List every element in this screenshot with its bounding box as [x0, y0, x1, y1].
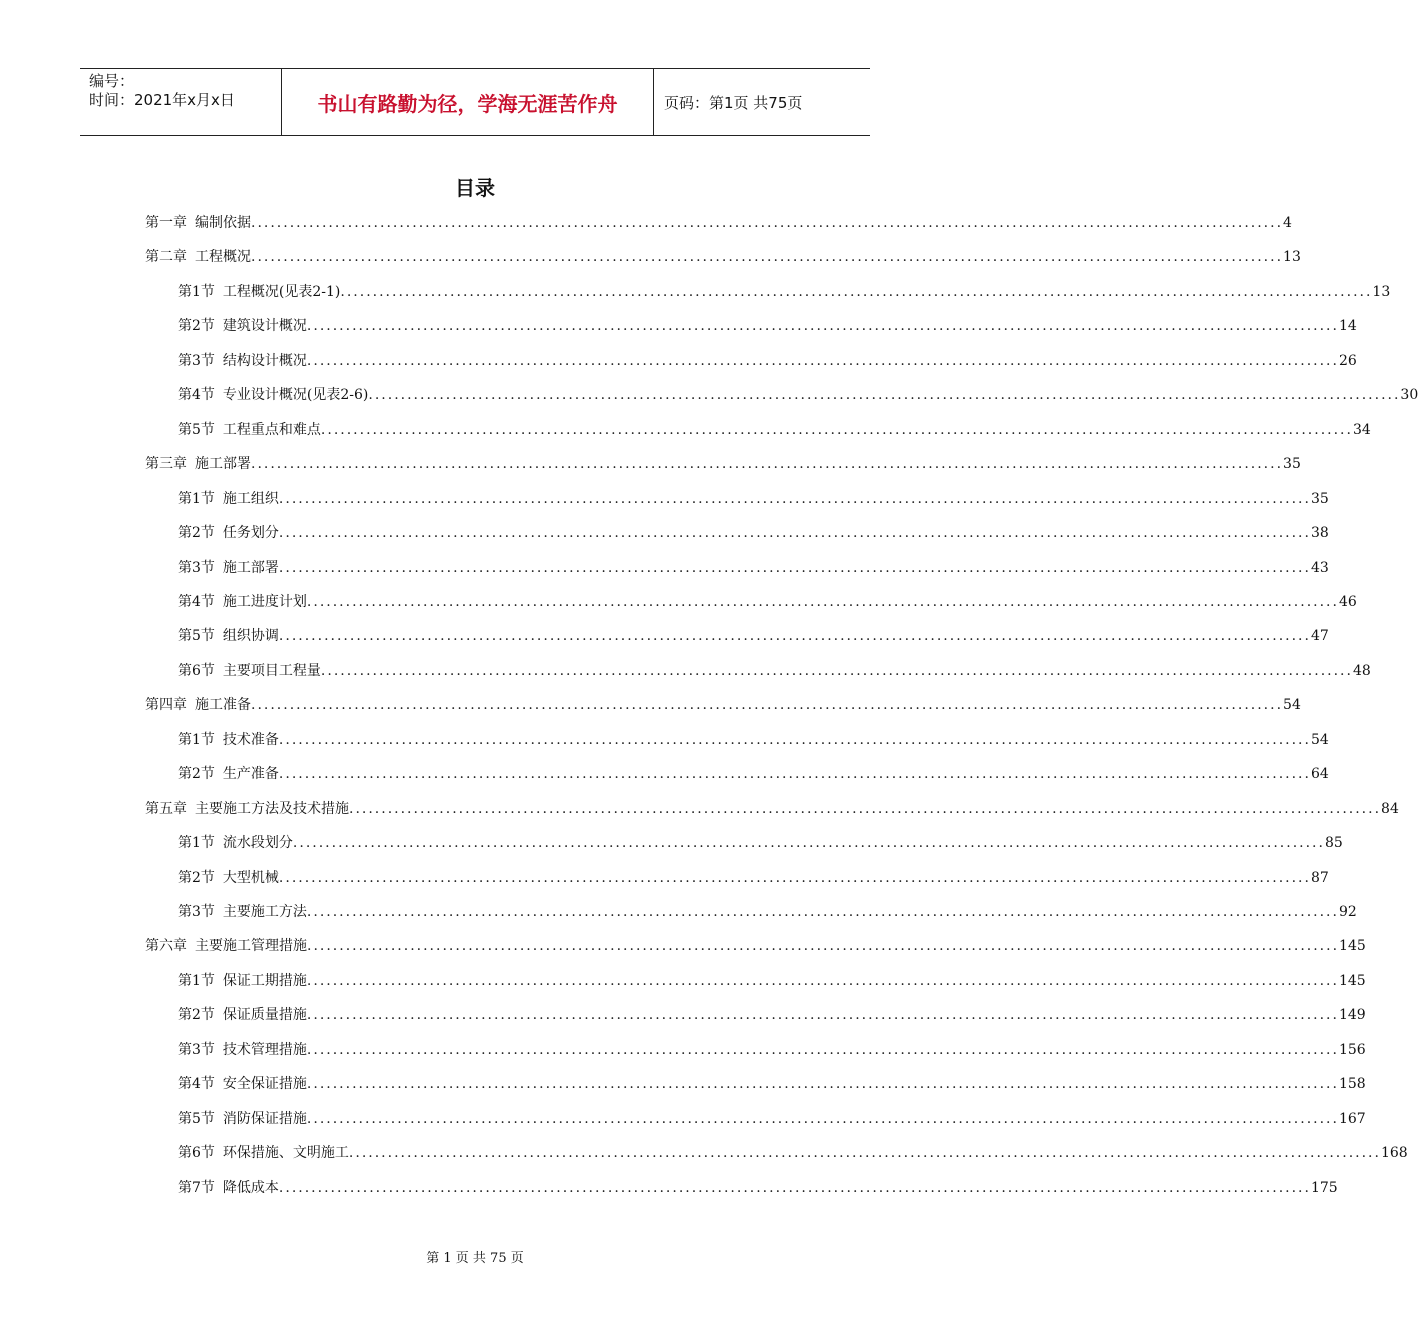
toc-entry[interactable] — [178, 832, 1343, 856]
toc-entry-label — [145, 453, 251, 473]
toc-entry-page: 13 — [1283, 249, 1301, 266]
toc-entry-number: 第三章 — [145, 456, 187, 473]
toc-entry-title: 结构设计概况 — [222, 352, 307, 369]
toc-dot-leader: ................................................................................................................................................................ — [278, 869, 1311, 886]
toc-entry[interactable] — [178, 1142, 1408, 1166]
toc-entry[interactable] — [145, 212, 1292, 236]
toc-entry-label — [145, 246, 251, 266]
toc-entry-page: 30 — [1400, 387, 1418, 404]
toc-entry-number: 第1节 — [178, 731, 215, 748]
toc-entry-title: 保证工期措施 — [222, 972, 307, 989]
toc-entry-number: 第1节 — [178, 972, 215, 989]
toc-dot-leader: ................................................................................................................................................................ — [278, 1179, 1311, 1196]
toc-entry-label — [145, 798, 349, 818]
toc-dot-leader: ................................................................................................................................................................ — [251, 215, 1284, 231]
toc-entry[interactable] — [178, 557, 1329, 581]
toc-entry-label — [145, 212, 251, 232]
toc-entry-label — [178, 522, 279, 542]
toc-entry-page: 64 — [1310, 766, 1329, 783]
page-header — [80, 68, 870, 136]
document-number-label: 编号： — [89, 72, 135, 90]
toc-entry-number: 第四章 — [145, 697, 187, 714]
toc-entry-number: 第3节 — [178, 352, 215, 369]
toc-entry[interactable] — [178, 901, 1357, 925]
toc-entry[interactable] — [178, 1039, 1366, 1063]
toc-dot-leader: ................................................................................................................................................................ — [278, 628, 1311, 645]
toc-entry-page: 85 — [1324, 835, 1343, 852]
toc-entry-number: 第3节 — [178, 1041, 215, 1058]
toc-entry-label — [145, 935, 307, 955]
toc-entry-label — [178, 315, 307, 335]
toc-entry-label — [178, 557, 279, 577]
toc-entry[interactable] — [178, 763, 1329, 787]
toc-entry-label — [178, 488, 279, 508]
toc-dot-leader: ................................................................................................................................................................ — [251, 697, 1284, 714]
toc-entry[interactable] — [178, 970, 1366, 994]
toc-entry-page: 175 — [1310, 1179, 1338, 1196]
toc-entry-title: 施工进度计划 — [222, 593, 307, 610]
toc-dot-leader: ................................................................................................................................................................ — [306, 1110, 1339, 1127]
toc-entry-label — [178, 591, 307, 611]
toc-entry-page: 47 — [1310, 628, 1329, 645]
toc-dot-leader: ................................................................................................................................................................ — [278, 766, 1311, 783]
toc-dot-leader: ................................................................................................................................................................ — [251, 456, 1284, 473]
toc-entry-title: 专业设计概况(见表2-6) — [222, 387, 369, 404]
toc-entry-page: 145 — [1338, 972, 1366, 989]
toc-entry-number: 第7节 — [178, 1179, 215, 1196]
toc-entry-number: 第1节 — [178, 835, 215, 852]
toc-dot-leader: ................................................................................................................................................................ — [306, 318, 1339, 335]
toc-entry-page: 54 — [1310, 731, 1329, 748]
toc-entry[interactable] — [178, 1177, 1338, 1201]
toc-entry-title: 工程概况(见表2-1) — [222, 283, 341, 300]
toc-entry-number: 第3节 — [178, 559, 215, 576]
toc-dot-leader: ................................................................................................................................................................ — [348, 1145, 1381, 1162]
toc-entry[interactable] — [145, 935, 1366, 959]
toc-entry-label — [178, 1177, 279, 1197]
toc-entry-title: 编制依据 — [195, 215, 251, 231]
toc-entry[interactable] — [178, 1073, 1366, 1097]
toc-entry-page: 167 — [1338, 1110, 1366, 1127]
toc-entry-label — [178, 1004, 307, 1024]
toc-entry[interactable] — [178, 625, 1329, 649]
toc-entry-page: 34 — [1352, 421, 1371, 438]
toc-entry-page: 48 — [1352, 662, 1371, 679]
toc-dot-leader: ................................................................................................................................................................ — [349, 800, 1382, 817]
toc-entry-label — [178, 281, 340, 301]
toc-entry-number: 第3节 — [178, 904, 215, 920]
toc-entry-title: 技术准备 — [222, 731, 279, 748]
toc-entry-label — [178, 729, 279, 749]
toc-entry-title: 保证质量措施 — [222, 1007, 307, 1024]
toc-entry-title: 大型机械 — [222, 869, 279, 886]
document-time-label: 时间：2021年x月x日 — [89, 91, 235, 109]
toc-entry-number: 第一章 — [145, 215, 187, 231]
toc-dot-leader: ................................................................................................................................................................ — [306, 904, 1339, 920]
toc-entry-number: 第二章 — [145, 249, 187, 266]
toc-entry-page: 84 — [1381, 800, 1399, 817]
toc-entry[interactable] — [178, 867, 1329, 891]
toc-entry-page: 145 — [1339, 938, 1366, 955]
toc-entry-label — [178, 1142, 349, 1162]
toc-entry-title: 流水段划分 — [222, 835, 293, 852]
toc-entry[interactable] — [145, 798, 1399, 822]
toc-entry-label — [178, 763, 279, 783]
toc-entry-number: 第2节 — [178, 1007, 215, 1024]
toc-entry-title: 环保措施、文明施工 — [222, 1145, 349, 1162]
toc-entry-page: 54 — [1283, 697, 1301, 714]
toc-entry-number: 第1节 — [178, 490, 215, 507]
toc-entry-title: 主要施工方法及技术措施 — [195, 800, 349, 817]
toc-entry-label — [178, 350, 307, 370]
toc-entry-number: 第5节 — [178, 628, 215, 645]
toc-entry-number: 第2节 — [178, 525, 215, 542]
toc-entry[interactable] — [178, 350, 1357, 374]
toc-entry[interactable] — [178, 419, 1371, 443]
toc-entry-number: 第2节 — [178, 318, 215, 335]
toc-entry[interactable] — [178, 1108, 1366, 1132]
toc-entry-number: 第1节 — [178, 283, 215, 300]
toc-entry-label — [178, 1108, 307, 1128]
toc-entry-page: 38 — [1310, 525, 1329, 542]
toc-dot-leader: ................................................................................................................................................................ — [340, 283, 1373, 300]
toc-dot-leader: ................................................................................................................................................................ — [306, 593, 1339, 610]
toc-entry[interactable] — [178, 1004, 1366, 1028]
toc-dot-leader: ................................................................................................................................................................ — [306, 1041, 1339, 1058]
toc-entry[interactable] — [178, 522, 1329, 546]
toc-entry-label — [178, 901, 307, 921]
toc-entry-page: 4 — [1283, 215, 1292, 231]
toc-entry-title: 施工准备 — [195, 697, 251, 714]
toc-entry[interactable] — [178, 729, 1329, 753]
toc-dot-leader: ................................................................................................................................................................ — [306, 1076, 1339, 1093]
toc-entry-page: 43 — [1310, 559, 1329, 576]
toc-entry[interactable] — [178, 384, 1418, 408]
toc-entry[interactable] — [178, 315, 1357, 339]
toc-dot-leader: ................................................................................................................................................................ — [306, 352, 1339, 369]
toc-entry-title: 施工部署 — [222, 559, 279, 576]
toc-entry-title: 主要施工管理措施 — [195, 938, 307, 955]
toc-entry-label — [145, 694, 251, 714]
toc-entry-number: 第4节 — [178, 1076, 215, 1093]
toc-dot-leader: ................................................................................................................................................................ — [278, 559, 1311, 576]
toc-entry-number: 第5节 — [178, 1110, 215, 1127]
toc-entry-page: 168 — [1380, 1145, 1408, 1162]
toc-entry-number: 第六章 — [145, 938, 187, 955]
toc-entry[interactable] — [145, 246, 1301, 270]
toc-entry-label — [178, 419, 321, 439]
toc-entry-page: 13 — [1372, 283, 1391, 300]
toc-entry-number: 第五章 — [145, 800, 187, 817]
toc-dot-leader: ................................................................................................................................................................ — [251, 249, 1284, 266]
toc-entry-title: 工程重点和难点 — [222, 421, 321, 438]
toc-entry-label — [178, 660, 321, 680]
toc-entry-title: 建筑设计概况 — [222, 318, 307, 335]
toc-dot-leader: ................................................................................................................................................................ — [306, 1007, 1339, 1024]
toc-entry-page: 46 — [1338, 593, 1357, 610]
header-page-info: 页码：第1页 共75页 — [664, 93, 803, 112]
toc-entry-title: 技术管理措施 — [222, 1041, 307, 1058]
toc-entry-label — [178, 1073, 307, 1093]
toc-dot-leader: ................................................................................................................................................................ — [320, 421, 1353, 438]
toc-dot-leader: ................................................................................................................................................................ — [278, 525, 1311, 542]
toc-entry-number: 第6节 — [178, 662, 215, 679]
toc-entry-title: 组织协调 — [222, 628, 279, 645]
toc-entry-number: 第5节 — [178, 421, 215, 438]
toc-entry-number: 第4节 — [178, 387, 215, 404]
toc-dot-leader: ................................................................................................................................................................ — [292, 835, 1325, 852]
toc-entry-number: 第6节 — [178, 1145, 215, 1162]
toc-entry-number: 第2节 — [178, 869, 215, 886]
toc-entry-title: 生产准备 — [222, 766, 279, 783]
toc-entry-title: 工程概况 — [195, 249, 251, 266]
toc-entry-page: 35 — [1310, 490, 1329, 507]
toc-entry-title: 安全保证措施 — [222, 1076, 307, 1093]
toc-entry-number: 第4节 — [178, 593, 215, 610]
toc-entry[interactable] — [145, 694, 1301, 718]
toc-entry-label — [178, 1039, 307, 1059]
header-meta — [80, 69, 282, 135]
toc-entry-page: 149 — [1338, 1007, 1366, 1024]
toc-entry-title: 施工部署 — [195, 456, 251, 473]
toc-entry-label — [178, 625, 279, 645]
toc-entry-page: 156 — [1338, 1041, 1366, 1058]
toc-entry-title: 降低成本 — [222, 1179, 279, 1196]
toc-entry-title: 主要项目工程量 — [222, 662, 321, 679]
toc-entry-number: 第2节 — [178, 766, 215, 783]
toc-title: 目录 — [455, 176, 495, 200]
toc-entry[interactable] — [178, 591, 1357, 615]
toc-entry[interactable] — [178, 660, 1371, 684]
page-footer: 第 1 页 共 75 页 — [426, 1251, 524, 1266]
toc-dot-leader: ................................................................................................................................................................ — [278, 490, 1311, 507]
toc-entry-page: 92 — [1338, 904, 1357, 920]
toc-dot-leader: ................................................................................................................................................................ — [368, 387, 1401, 404]
toc-entry-title: 主要施工方法 — [222, 904, 307, 920]
header-motto: 书山有路勤为径，学海无涯苦作舟 — [282, 69, 654, 135]
toc-entry-page: 35 — [1283, 456, 1301, 473]
toc-entry-title: 消防保证措施 — [222, 1110, 307, 1127]
toc-entry[interactable] — [145, 453, 1301, 477]
toc-entry-page: 87 — [1310, 869, 1329, 886]
toc-entry-page: 26 — [1338, 352, 1357, 369]
toc-entry-title: 施工组织 — [222, 490, 279, 507]
toc-dot-leader: ................................................................................................................................................................ — [306, 972, 1339, 989]
toc-entry-label — [178, 832, 293, 852]
toc-entry-title: 任务划分 — [222, 525, 279, 542]
toc-entry[interactable] — [178, 281, 1391, 305]
toc-dot-leader: ................................................................................................................................................................ — [278, 731, 1311, 748]
toc-entry[interactable] — [178, 488, 1329, 512]
toc-dot-leader: ................................................................................................................................................................ — [307, 938, 1340, 955]
toc-dot-leader: ................................................................................................................................................................ — [320, 662, 1353, 679]
toc-entry-label — [178, 867, 279, 887]
toc-entry-label — [178, 970, 307, 990]
toc-entry-label — [178, 384, 368, 404]
toc-entry-page: 14 — [1338, 318, 1357, 335]
toc-entry-page: 158 — [1338, 1076, 1366, 1093]
